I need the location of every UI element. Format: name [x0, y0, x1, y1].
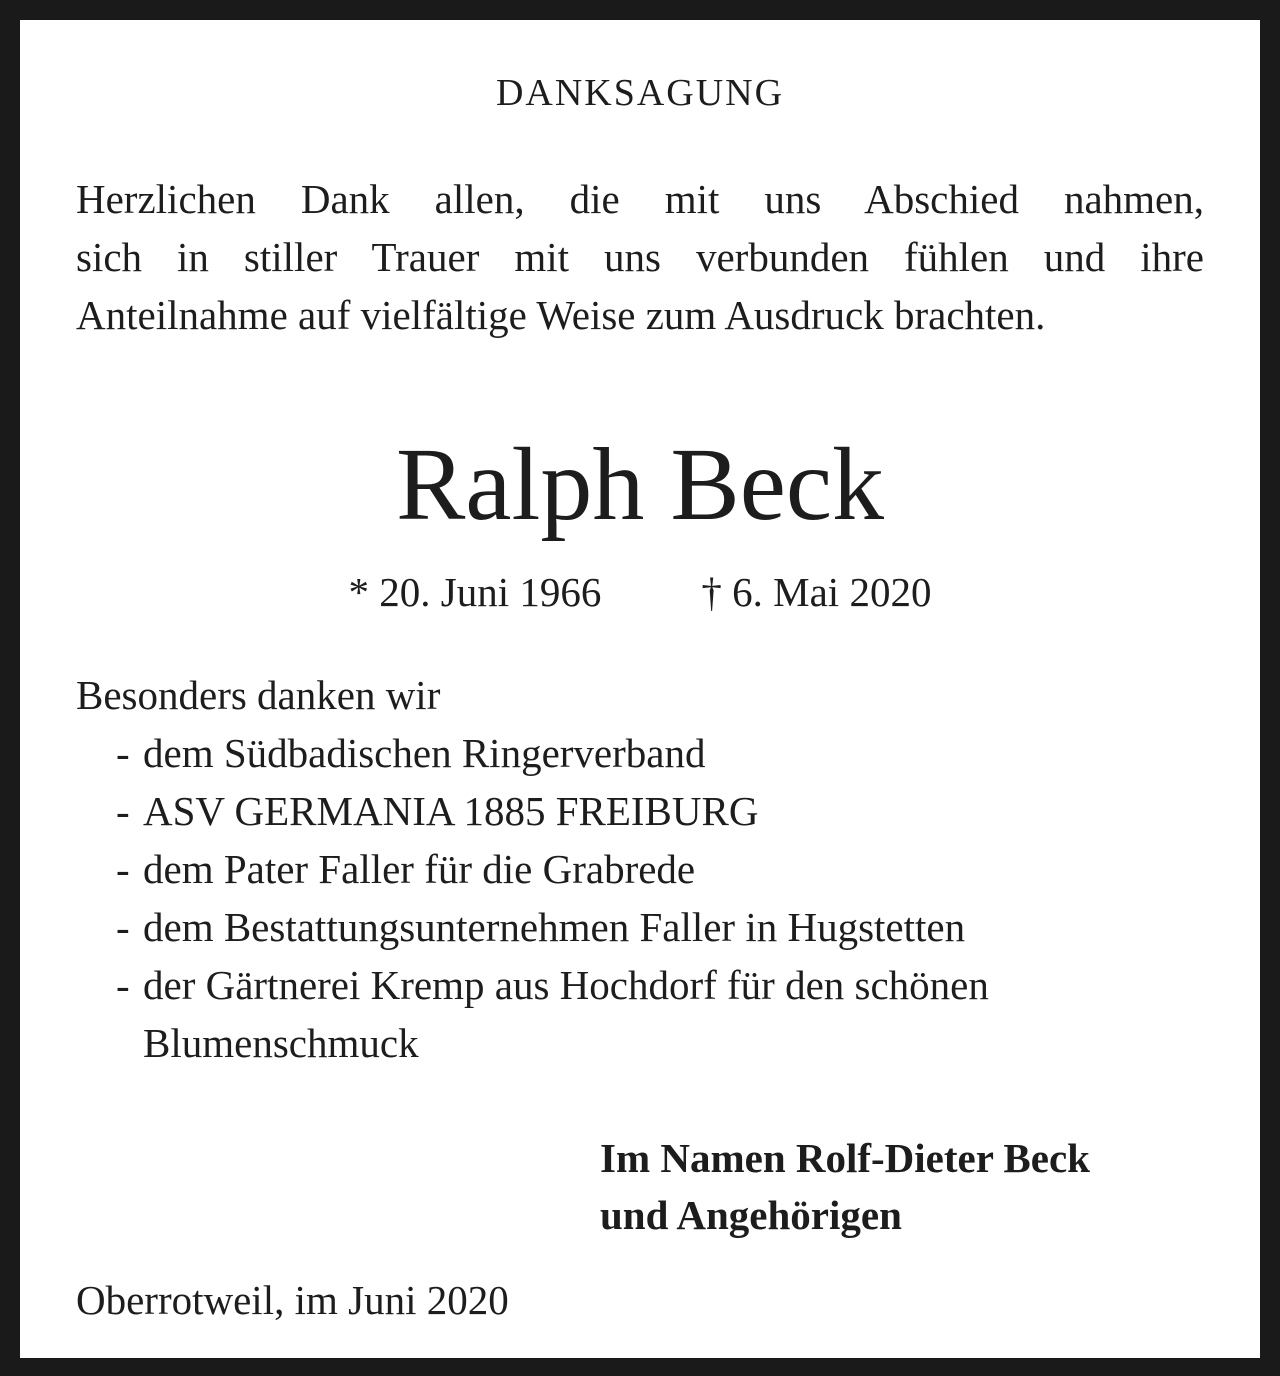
notice-content — [20, 20, 1260, 1358]
signature-block — [600, 1130, 1220, 1244]
notice-heading: DANKSAGUNG — [495, 72, 785, 114]
list-dash: - — [116, 730, 130, 776]
signature-line: und Angehörigen — [600, 1192, 902, 1238]
list-dash: - — [116, 846, 130, 892]
intro-paragraph — [76, 170, 1204, 344]
intro-line: sich in stiller Trauer mit uns verbunden fühlen und ihre — [76, 234, 1204, 280]
list-item-text: dem Pater Faller für die Grabrede — [143, 846, 696, 892]
list-dash: - — [116, 904, 130, 950]
list-item — [116, 840, 1196, 898]
place-date: Oberrotweil, im Juni 2020 — [76, 1277, 509, 1323]
list-item — [116, 956, 1196, 1072]
list-item-text: dem Südbadischen Ringerverband — [143, 730, 706, 776]
list-item — [116, 724, 1196, 782]
intro-line: Herzlichen Dank allen, die mit uns Abschied nahmen, — [76, 176, 1204, 222]
list-item-text: ASV GERMANIA 1885 FREIBURG — [143, 788, 759, 834]
birth-date: * 20. Juni 1966 — [348, 569, 602, 615]
list-item — [116, 898, 1196, 956]
list-item — [116, 782, 1196, 840]
list-item-text: dem Bestattungsunternehmen Faller in Hugstetten — [143, 904, 966, 950]
list-dash: - — [116, 962, 130, 1008]
thanks-list — [76, 724, 1196, 1072]
list-dash: - — [116, 788, 130, 834]
thanks-section — [76, 666, 1196, 1072]
list-item-text: der Gärtnerei Kremp aus Hochdorf für den schönen Blumenschmuck — [143, 962, 989, 1066]
signature-line: Im Namen Rolf-Dieter Beck — [600, 1135, 1090, 1181]
thanks-lead: Besonders danken wir — [76, 672, 441, 718]
deceased-name: Ralph Beck — [395, 427, 885, 542]
death-date: † 6. Mai 2020 — [701, 569, 932, 615]
intro-line: Anteilnahme auf vielfältige Weise zum Ausdruck brachten. — [76, 292, 1046, 338]
life-dates — [20, 564, 1260, 620]
